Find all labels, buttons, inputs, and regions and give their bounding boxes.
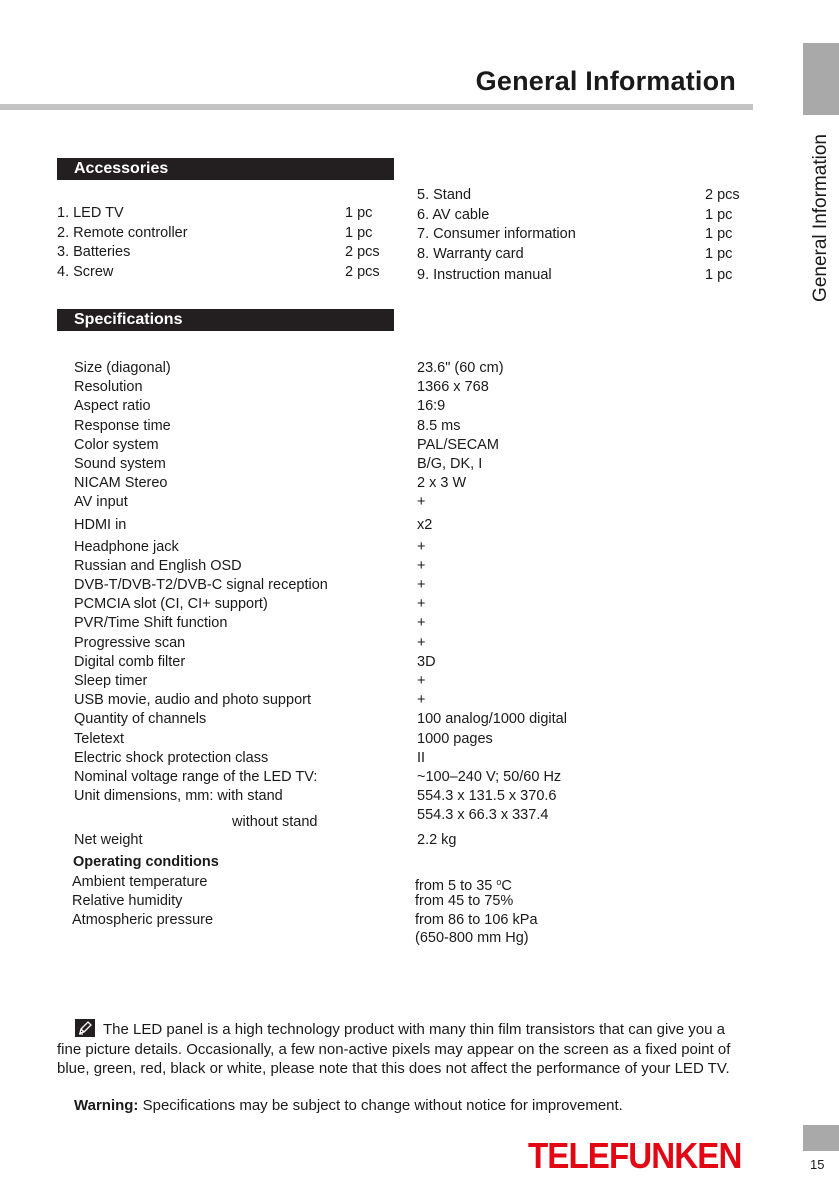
spec-value: 2.2 kg — [417, 832, 457, 849]
accessory-name: 2. Remote controller — [57, 224, 188, 241]
pen-note-icon — [75, 1019, 95, 1037]
table-row — [74, 768, 614, 787]
note-paragraph — [57, 1019, 747, 1079]
spec-value: 23.6" (60 cm) — [417, 360, 504, 376]
table-row — [74, 749, 614, 768]
page-number: 15 — [810, 1157, 825, 1172]
table-row — [74, 653, 614, 672]
table-row — [74, 576, 614, 595]
spec-label: Sound system — [74, 455, 166, 472]
spec-label: Net weight — [74, 832, 143, 849]
table-row — [74, 730, 614, 749]
accessory-qty: 2 pcs — [345, 244, 380, 260]
specifications-heading: Specifications — [57, 309, 394, 331]
table-row — [74, 378, 614, 397]
specifications-table — [74, 359, 614, 851]
spec-value: 554.3 x 131.5 x 370.6 — [417, 788, 557, 805]
spec-value: B/G, DK, I — [417, 455, 483, 472]
spec-value: 3D — [417, 653, 436, 670]
side-tab-marker — [803, 43, 839, 115]
accessories-heading: Accessories — [57, 158, 394, 180]
accessory-name: 9. Instruction manual — [417, 267, 552, 283]
list-item — [417, 245, 757, 265]
note-text: The LED panel is a high technology product with many thin film transistors that can give you a fine picture details. Occasionally, a few non-active pixels may appear on the screen as a fixed point of blue, green, red, black or white, please note that this does not affect the performance of your LED TV. — [57, 1021, 731, 1077]
spec-label: Teletext — [74, 730, 124, 747]
spec-label: Response time — [74, 417, 171, 434]
spec-value: + — [417, 557, 426, 574]
list-item — [57, 224, 397, 244]
table-row — [74, 806, 614, 831]
list-item — [57, 243, 397, 263]
table-row — [72, 892, 612, 911]
accessory-qty: 2 pcs — [705, 187, 740, 203]
warning-line — [74, 1096, 623, 1115]
title-divider — [0, 104, 753, 110]
spec-value: 16:9 — [417, 398, 446, 415]
table-row — [74, 787, 614, 806]
accessory-name: 1. LED TV — [57, 205, 124, 221]
table-row — [74, 634, 614, 653]
spec-label: Nominal voltage range of the LED TV: — [74, 768, 318, 785]
table-row — [74, 516, 614, 535]
spec-label: PCMCIA slot (CI, CI+ support) — [74, 596, 268, 613]
accessory-name: 5. Stand — [417, 187, 472, 203]
spec-value: + — [417, 673, 426, 689]
accessory-qty: 1 pc — [705, 267, 733, 283]
accessory-qty: 1 pc — [705, 245, 733, 262]
accessory-qty: 1 pc — [345, 224, 373, 241]
condition-value: from 5 to 35 $^o$C — [415, 877, 512, 894]
spec-label: USB movie, audio and photo support — [74, 692, 311, 709]
spec-value: + — [417, 577, 426, 594]
accessories-list-right — [417, 186, 757, 286]
list-item — [57, 204, 397, 224]
spec-label: Electric shock protection class — [74, 749, 269, 766]
table-row — [74, 672, 614, 691]
spec-value: + — [417, 538, 426, 555]
accessory-name: 8. Warranty card — [417, 245, 524, 262]
spec-value: II — [417, 749, 426, 766]
spec-value: 8.5 ms — [417, 417, 461, 434]
spec-value: x2 — [417, 516, 433, 533]
accessory-qty: 1 pc — [705, 206, 733, 223]
brand-logo: TELEFUNKEN — [528, 1135, 742, 1176]
accessory-qty: 1 pc — [705, 226, 733, 242]
spec-label: Russian and English OSD — [74, 557, 242, 574]
accessories-list-left — [57, 204, 397, 282]
spec-label: Resolution — [74, 379, 143, 396]
table-row — [74, 595, 614, 614]
pressure-mmhg: (650-800 mm Hg) — [415, 930, 529, 946]
list-item — [57, 263, 397, 283]
spec-value: 100 analog/1000 digital — [417, 711, 567, 728]
table-row — [74, 455, 614, 474]
spec-value: PAL/SECAM — [417, 436, 499, 453]
table-row — [72, 911, 612, 930]
page-title: General Information — [475, 66, 736, 96]
spec-value: 1366 x 768 — [417, 379, 489, 396]
condition-value: from 45 to 75% — [415, 893, 514, 910]
table-row — [74, 436, 614, 455]
table-row — [74, 831, 614, 850]
spec-label: Sleep timer — [74, 673, 148, 689]
spec-label: Size (diagonal) — [74, 360, 171, 376]
table-row — [74, 474, 614, 493]
spec-value: + — [417, 494, 426, 511]
spec-label: without stand — [232, 814, 318, 831]
table-row — [72, 873, 612, 892]
spec-label: Headphone jack — [74, 538, 179, 555]
table-row — [74, 538, 614, 557]
list-item — [417, 186, 757, 206]
table-row — [74, 417, 614, 436]
list-item — [417, 266, 757, 286]
spec-value: ~100–240 V; 50/60 Hz — [417, 768, 562, 785]
list-item — [417, 225, 757, 245]
table-row — [74, 397, 614, 416]
spec-label: NICAM Stereo — [74, 475, 168, 492]
condition-label: Ambient temperature — [72, 874, 208, 890]
accessory-name: 6. AV cable — [417, 206, 490, 223]
list-item — [417, 206, 757, 226]
table-row — [74, 493, 614, 512]
table-row — [74, 359, 614, 378]
spec-value: + — [417, 615, 426, 632]
spec-value: + — [417, 596, 426, 613]
accessory-name: 3. Batteries — [57, 244, 131, 260]
table-row — [74, 691, 614, 710]
condition-label: Relative humidity — [72, 893, 183, 910]
spec-value: 2 x 3 W — [417, 475, 467, 492]
spec-label: Digital comb filter — [74, 653, 186, 670]
spec-label: AV input — [74, 494, 128, 511]
warning-text: Specifications may be subject to change without notice for improvement. — [138, 1097, 623, 1114]
spec-label: Color system — [74, 436, 159, 453]
condition-label: Atmospheric pressure — [72, 912, 214, 929]
accessory-qty: 2 pcs — [345, 263, 380, 280]
spec-label: HDMI in — [74, 516, 127, 533]
table-row — [74, 614, 614, 633]
spec-label: DVB-T/DVB-T2/DVB-C signal reception — [74, 577, 328, 594]
accessory-name: 4. Screw — [57, 263, 114, 280]
degree-sup: o — [496, 877, 502, 887]
spec-label: Quantity of channels — [74, 711, 207, 728]
side-section-label: General Information — [810, 134, 831, 302]
operating-conditions-table — [72, 873, 612, 931]
page-tab-marker — [803, 1125, 839, 1151]
spec-value: + — [417, 692, 426, 709]
accessory-name: 7. Consumer information — [417, 226, 576, 242]
operating-conditions-heading: Operating conditions — [73, 854, 219, 870]
table-row — [74, 710, 614, 729]
warning-label: Warning: — [74, 1097, 139, 1114]
condition-value: from 86 to 106 kPa — [415, 912, 538, 929]
table-row — [74, 557, 614, 576]
spec-label: Aspect ratio — [74, 398, 151, 415]
spec-label: PVR/Time Shift function — [74, 615, 228, 632]
spec-value: 554.3 x 66.3 x 337.4 — [417, 807, 549, 824]
spec-label: Unit dimensions, mm: with stand — [74, 788, 283, 805]
spec-label: Progressive scan — [74, 634, 186, 651]
accessory-qty: 1 pc — [345, 205, 373, 221]
spec-value: 1000 pages — [417, 730, 493, 747]
spec-value: + — [417, 634, 426, 651]
